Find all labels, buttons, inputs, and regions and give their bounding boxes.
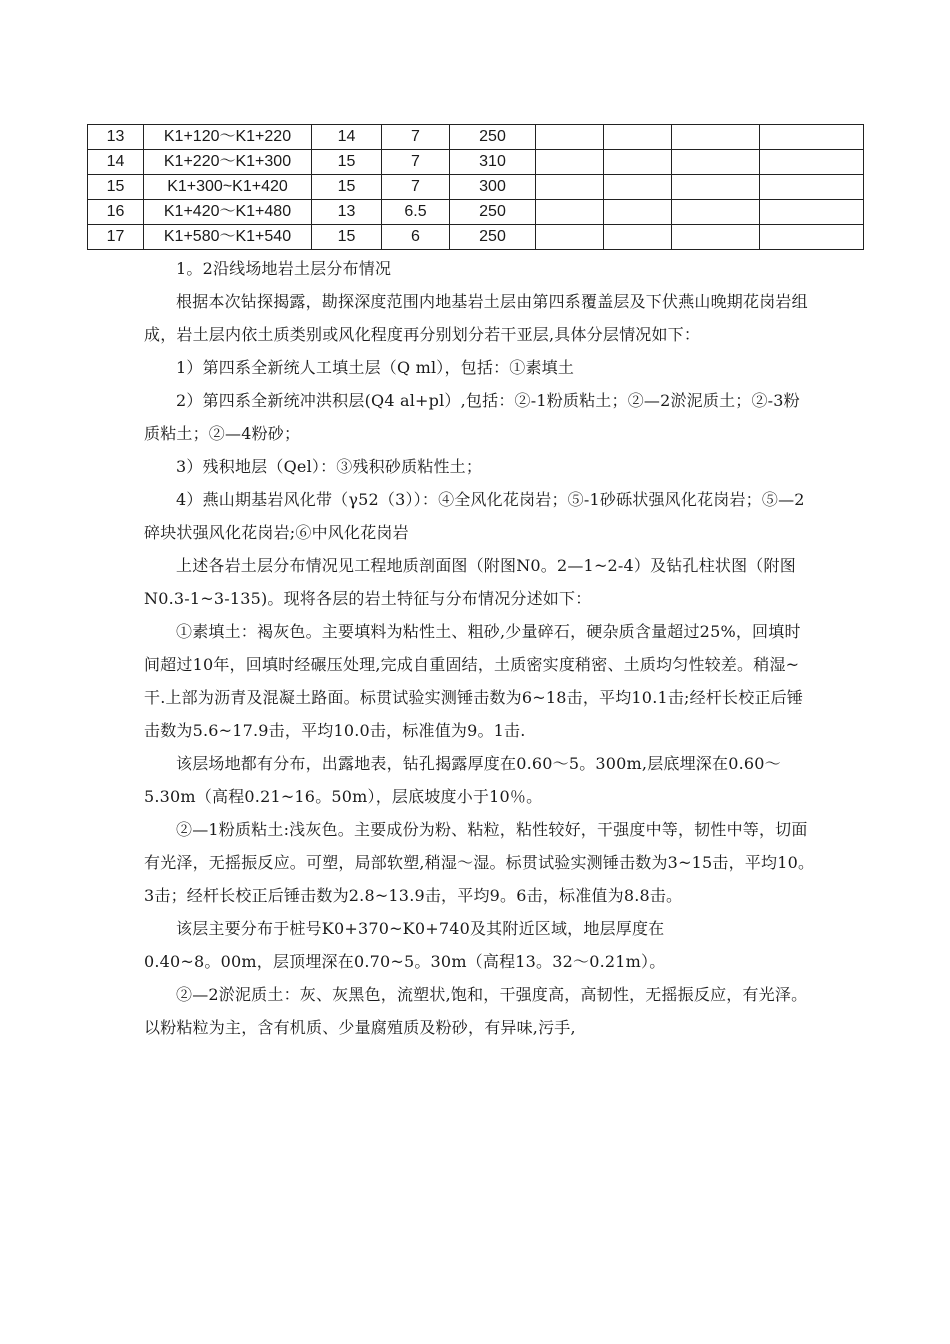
table-cell: K1+120～K1+220 [144,125,312,150]
table-cell [760,125,864,150]
paragraph: 根据本次钻探揭露，勘探深度范围内地基岩土层由第四系覆盖层及下伏燕山晚期花岗岩组成，岩土层内依土质类别或风化程度再分别划分若干亚层,具体分层情况如下： [144,292,808,344]
paragraph: 上述各岩土层分布情况见工程地质剖面图（附图N0。2—1~2-4）及钻孔柱状图（附图N0.3-1~3-135)。现将各层的岩土特征与分布情况分述如下： [144,556,796,608]
table-cell [536,125,604,150]
table-cell [536,150,604,175]
table-cell [604,200,672,225]
table-row [88,125,864,150]
table-cell: 7 [382,150,450,175]
table-cell [536,200,604,225]
section-heading: 1。2沿线场地岩土层分布情况 [176,259,392,278]
table-cell [672,200,760,225]
table-cell [604,150,672,175]
table-cell: K1+300~K1+420 [144,175,312,200]
paragraph-continued: 0.40~8。00m，层顶埋深在0.70~5。30m（高程13。32～0.21m）。 [144,952,666,971]
table-cell [536,225,604,250]
table-row [88,150,864,175]
table-cell: 7 [382,125,450,150]
table-cell [760,200,864,225]
paragraph: 该层主要分布于桩号K0+370~K0+740及其附近区域，地层厚度在 [176,919,665,938]
table-row [88,200,864,225]
table-cell: 7 [382,175,450,200]
table-cell: 250 [450,200,536,225]
table-cell: 14 [312,125,382,150]
paragraph: 2）第四系全新统冲洪积层(Q4 al+pl）,包括：②-1粉质粘土；②—2淤泥质土；②-3粉质粘土；②—4粉砂； [144,391,800,443]
table-cell [760,150,864,175]
table-cell [672,150,760,175]
paragraph: 3）残积地层（Qel）：③残积砂质粘性土； [176,457,483,476]
paragraph: 该层场地都有分布，出露地表，钻孔揭露厚度在0.60～5。300m,层底埋深在0.60～5.30m（高程0.21~16。50m），层底坡度小于10％。 [144,754,781,806]
table-cell [672,225,760,250]
table-cell: K1+580～K1+540 [144,225,312,250]
table-cell: 15 [312,175,382,200]
table-cell: 13 [312,200,382,225]
table-cell: 300 [450,175,536,200]
table-cell: 15 [312,150,382,175]
table-cell: 15 [312,225,382,250]
table-cell: 6 [382,225,450,250]
table-cell [604,175,672,200]
paragraph: 1）第四系全新统人工填土层（Q ml），包括：①素填土 [176,358,575,377]
road-section-table [87,124,864,250]
table-cell: K1+220～K1+300 [144,150,312,175]
table-cell: 14 [88,150,144,175]
table-cell [672,125,760,150]
body-text [144,252,816,1044]
table-cell: 250 [450,125,536,150]
paragraph: ①素填土：褐灰色。主要填料为粘性土、粗砂,少量碎石，硬杂质含量超过25%，回填时间超过10年，回填时经碾压处理,完成自重固结，土质密实度稍密、土质均匀性较差。稍湿~干.上部为沥青及混凝土路面。标贯试验实测锤击数为6~18击，平均10.1击;经杆长校正后锤击数为5.6~17.9击，平均10.0击，标准值为9。1击. [144,622,804,740]
table-cell: 6.5 [382,200,450,225]
table-cell: 13 [88,125,144,150]
paragraph: ②—1粉质粘土:浅灰色。主要成份为粉、粘粒，粘性较好，干强度中等，韧性中等，切面有光泽，无摇振反应。可塑，局部软塑,稍湿～湿。标贯试验实测锤击数为3~15击，平均10。3击；经杆长校正后锤击数为2.8~13.9击，平均9。6击，标准值为8.8击。 [144,820,815,905]
table-cell: 250 [450,225,536,250]
table-cell [604,125,672,150]
table-cell: 15 [88,175,144,200]
table-cell [604,225,672,250]
table-cell [536,175,604,200]
table-cell: 310 [450,150,536,175]
table-cell: 17 [88,225,144,250]
table-cell: 16 [88,200,144,225]
table-row [88,225,864,250]
paragraph: 4）燕山期基岩风化带（γ52（3））：④全风化花岗岩；⑤-1砂砾状强风化花岗岩；⑤—2碎块状强风化花岗岩;⑥中风化花岗岩 [144,490,805,542]
table-cell [760,175,864,200]
table-cell: K1+420～K1+480 [144,200,312,225]
table-row [88,175,864,200]
table-cell [672,175,760,200]
table-cell [760,225,864,250]
paragraph: ②—2淤泥质土：灰、灰黑色，流塑状,饱和，干强度高，高韧性，无摇振反应，有光泽。以粉粘粒为主，含有机质、少量腐殖质及粉砂，有异味,污手, [144,985,808,1037]
